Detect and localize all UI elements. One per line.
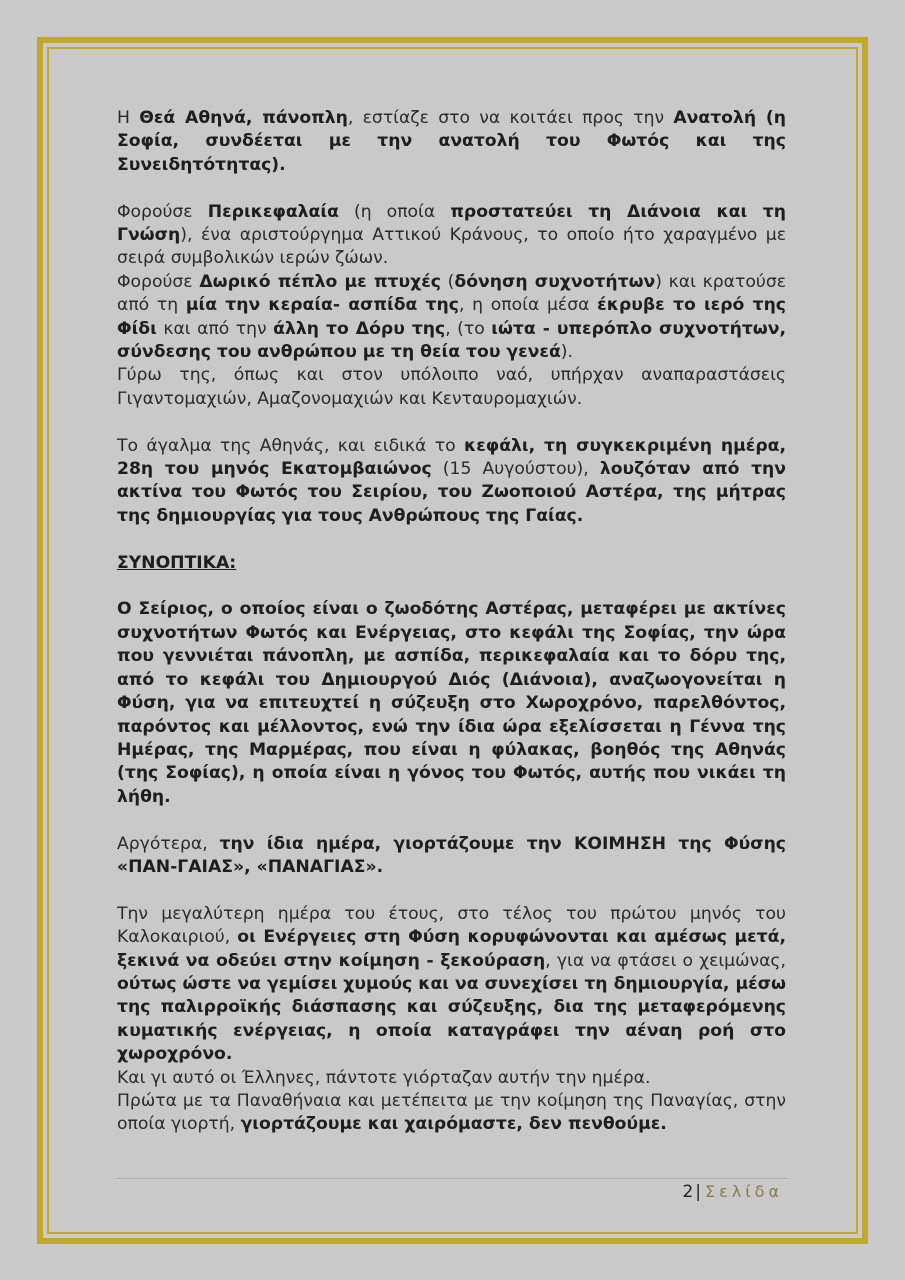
- paragraph-greeks-celebrated: [117, 1067, 786, 1090]
- p2-run-0: Φορούσε: [117, 201, 208, 222]
- p2-run-3: προστατεύει τη Διάνοια και τη Γνώση: [117, 201, 787, 246]
- paragraph-statue-head: [117, 435, 786, 529]
- p10-run-1: γιορτάζουμε και χαιρόμαστε, δεν πενθούμε.: [240, 1114, 667, 1135]
- p10-run-0: Πρώτα με τα Παναθήναια και μετέπειτα με την κοίμηση της Παναγίας, στην οποία γιορτή,: [117, 1090, 786, 1135]
- section-heading-summary: ΣΥΝΟΠΤΙΚΑ:: [117, 552, 237, 573]
- p9-run-0: Και γι αυτό οι Έλληνες, πάντοτε γιόρταζαν αυτήν την ημέρα.: [117, 1067, 651, 1088]
- p7-run-1: την ίδια ημέρα, γιορτάζουμε την ΚΟΙΜΗΣΗ της Φύσης «ΠΑΝ-ΓΑΙΑΣ», «ΠΑΝΑΓΙΑΣ».: [117, 833, 786, 877]
- p3-run-9: άλλη το Δόρυ της: [273, 318, 446, 339]
- p1-run-1: Θεά Αθηνά, πάνοπλη: [139, 108, 348, 128]
- p5-run-2: (15 Αυγούστου),: [431, 459, 600, 480]
- page-label: Σελίδα: [705, 1182, 783, 1201]
- footer-divider: [117, 1178, 787, 1179]
- p3-run-6: , η οποία μέσα: [458, 295, 598, 316]
- p5-run-0: Το άγαλμα της Αθηνάς, και ειδικά το: [117, 435, 464, 456]
- paragraph-sirius: [117, 598, 786, 809]
- p8-run-1: οι Ενέργειες στη Φύση κορυφώνονται και αμέσως μετά, ξεκινά να οδεύει στην κοίμηση - ξεκούραση: [117, 927, 786, 971]
- p3-run-7: έκρυβε το ιερό της Φίδι: [117, 295, 786, 339]
- p6-run-0: Ο Σείριος, ο οποίος είναι ο ζωοδότης Αστέρας, μεταφέρει με ακτίνες συχνοτήτων Φωτός και Ενέργειας, στο κεφάλι της Σοφίας, την ώρα που γεννιέται πάνοπλη, με ασπίδα, περικεφαλαία και το δόρυ της, από το κεφάλι του Δημιουργού Διός (Διάνοια), αναζωογονείται η Φύση, για να επιτευχτεί η σύζευξη στο Χωροχρόνο, παρελθόντος, παρόντος και μέλλοντος, ενώ την ίδια ώρα εξελίσσεται η Γέννα της Ημέρας, της Μαρμέρας, που είναι η φύλακας, βοηθός της Αθηνάς (της Σοφίας), η οποία είναι η γόνος του Φωτός, αυτής που νικάει τη λήθη.: [117, 599, 786, 807]
- paragraph-athena-east: [117, 107, 786, 177]
- p5-run-1: κεφάλι, τη συγκεκριμένη ημέρα, 28η του μηνός Εκατομβαιώνος: [117, 435, 786, 480]
- p2-run-2: (η οποία: [338, 201, 451, 222]
- p3-run-4: ) και κρατούσε από τη: [117, 271, 787, 316]
- page-footer: [682, 1182, 783, 1202]
- paragraph-helmet: [117, 201, 786, 271]
- p7-run-0: Αργότερα,: [117, 833, 220, 854]
- p8-run-3: ούτως ώστε να γεμίσει χυμούς και να συνεχίσει τη δημιουργία, μέσω της παλιρροϊκής διάσπασης και σύζευξης, δια της μεταφερόμενης κυματικής ενέργειας, η οποία καταγράφει την αέναη ροή στο χωροχρόνο.: [117, 973, 786, 1065]
- page-number: 2: [682, 1182, 694, 1202]
- p3-run-5: μία την κεραία- ασπίδα της: [185, 295, 459, 316]
- p1-run-0: Η: [117, 108, 140, 128]
- p3-run-2: (: [440, 271, 455, 292]
- p3-run-12: ).: [560, 342, 573, 363]
- paragraph-longest-day: [117, 903, 786, 1067]
- p3-run-1: Δωρικό πέπλο με πτυχές: [199, 271, 441, 292]
- paragraph-panathenaia: [117, 1090, 786, 1137]
- p3-run-10: , (το: [445, 318, 492, 339]
- p2-run-4: ), ένα αριστούργημα Αττικού Κράνους, το οποίο ήτο χαραγμένο με σειρά συμβολικών ιερών ζώων.: [117, 225, 786, 269]
- p3-run-11: ιώτα - υπερόπλο συχνοτήτων, σύνδεσης του ανθρώπου με τη θεία του γενεά: [117, 318, 786, 363]
- p5-run-3: λουζόταν από την ακτίνα του Φωτός του Σειρίου, του Ζωοποιού Αστέρα, της μήτρας της δημιουργίας για τους Ανθρώπους της Γαίας.: [117, 459, 786, 526]
- p3-run-0: Φορούσε: [117, 271, 200, 292]
- p3-run-3: δόνηση συχνοτήτων: [454, 271, 656, 292]
- p8-run-2: , για να φτάσει ο χειμώνας,: [545, 950, 786, 971]
- p2-run-1: Περικεφαλαία: [207, 201, 339, 222]
- paragraph-koimisi: [117, 833, 786, 880]
- footer-separator: |: [695, 1182, 702, 1202]
- paragraph-peplos: [117, 271, 786, 365]
- p3-run-8: και από την: [156, 318, 274, 339]
- p4-run-0: Γύρω της, όπως και στον υπόλοιπο ναό, υπήρχαν αναπαραστάσεις Γιγαντομαχιών, Αμαζονομαχιών και Κενταυρομαχιών.: [117, 365, 786, 409]
- p1-run-3: Ανατολή (η Σοφία, συνδέεται με την ανατολή του Φωτός και της Συνειδητότητας).: [117, 108, 786, 175]
- p8-run-0: Την μεγαλύτερη ημέρα του έτους, στο τέλος του πρώτου μηνός του Καλοκαιριού,: [117, 903, 786, 948]
- p1-run-2: , εστίαζε στο να κοιτάει προς την: [347, 108, 674, 128]
- document-body: [117, 107, 786, 1137]
- paragraph-temple-reliefs: [117, 364, 786, 411]
